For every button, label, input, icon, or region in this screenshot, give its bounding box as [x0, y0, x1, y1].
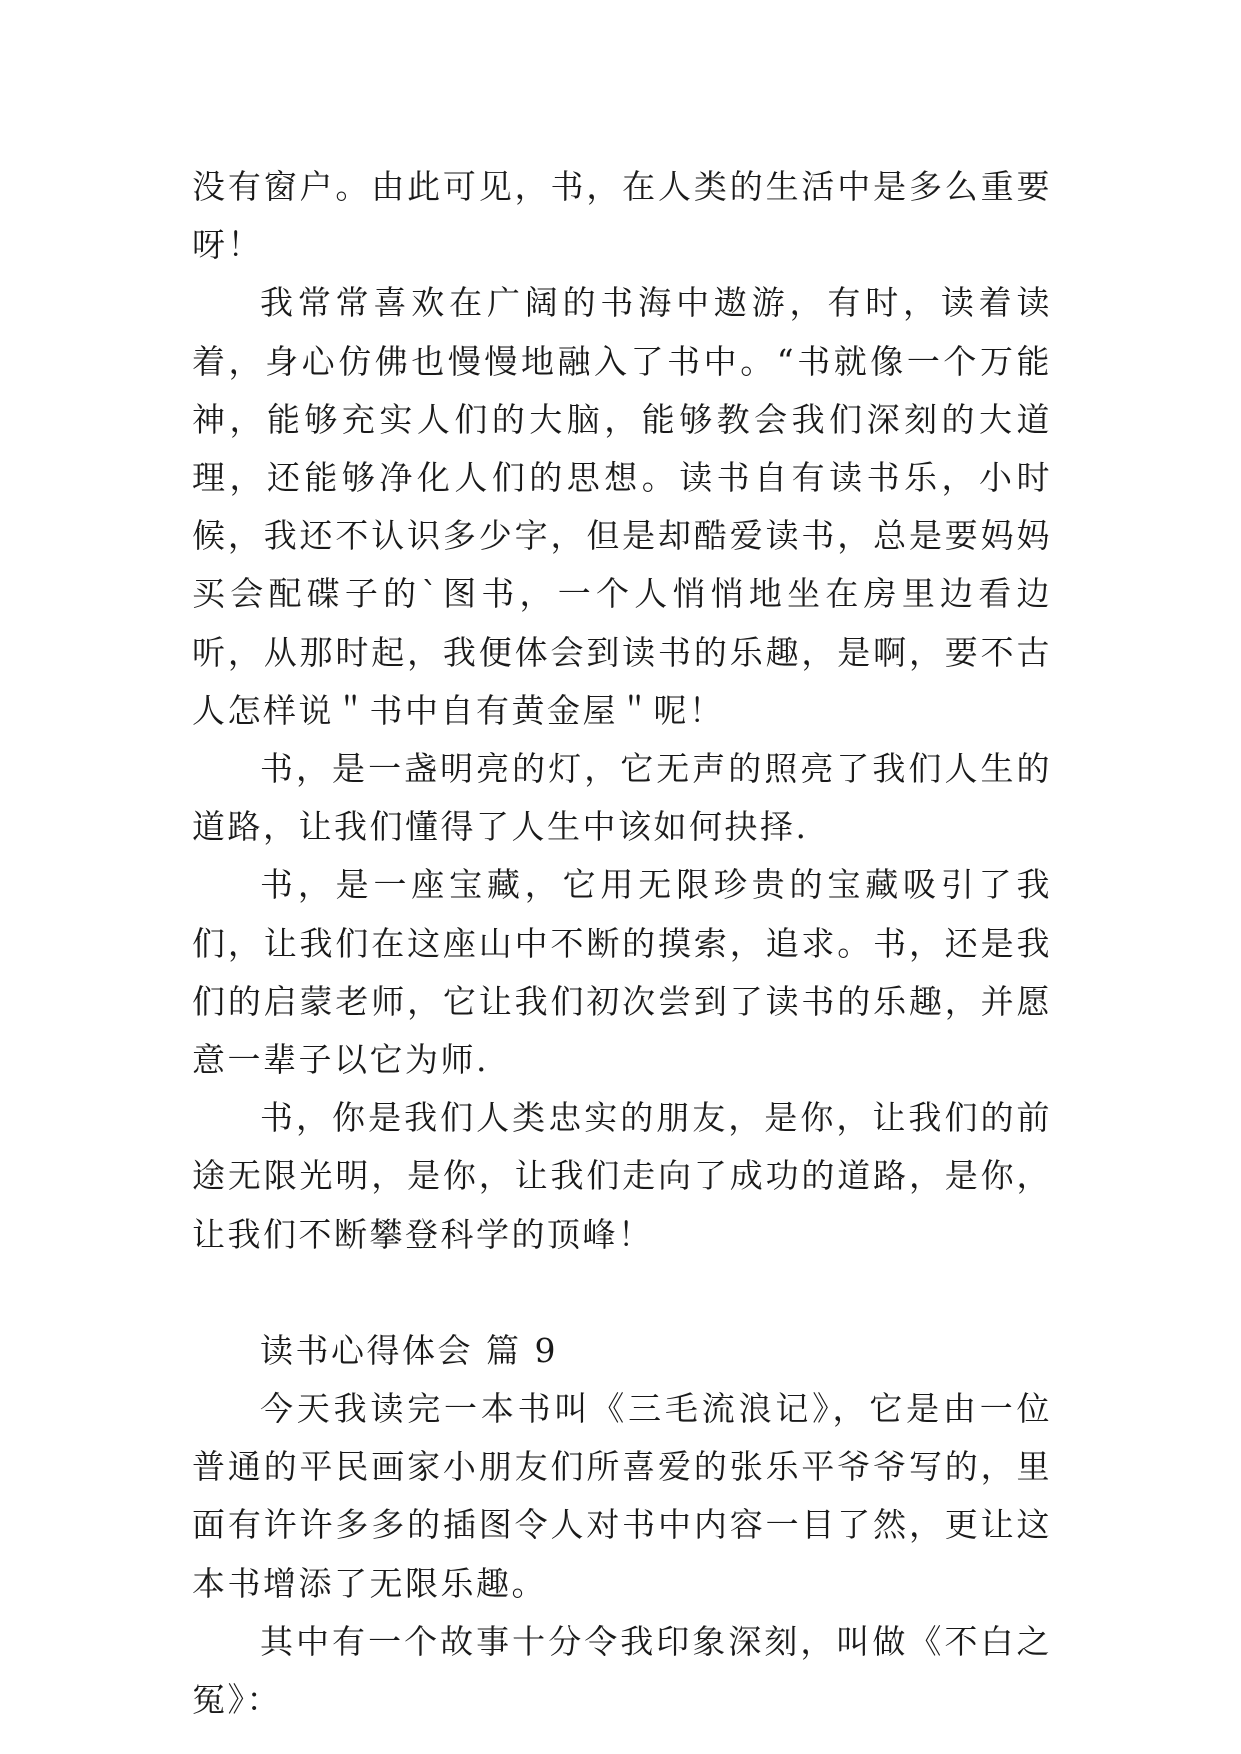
paragraph-5: 书，你是我们人类忠实的朋友，是你，让我们的前途无限光明，是你，让我们走向了成功的道路，是你，让我们不断攀登科学的顶峰！ [192, 1098, 1052, 1254]
document-body [192, 158, 1052, 1729]
paragraph-3: 书，是一盏明亮的灯，它无声的照亮了我们人生的道路，让我们懂得了人生中该如何抉择. [192, 749, 1052, 847]
paragraph-4: 书，是一座宝藏，它用无限珍贵的宝藏吸引了我们，让我们在这座山中不断的摸索，追求。书，还是我们的启蒙老师，它让我们初次尝到了读书的乐趣，并愿意一辈子以它为师. [192, 865, 1052, 1080]
paragraph-7: 其中有一个故事十分令我印象深刻，叫做《不白之冤》： [192, 1621, 1052, 1720]
section-spacer [192, 1264, 1052, 1322]
section-heading: 读书心得体会 篇 9 [260, 1330, 558, 1370]
paragraph-1: 没有窗户。由此可见，书，在人类的生活中是多么重要呀！ [192, 167, 1052, 265]
paragraph-2: 我常常喜欢在广阔的书海中遨游，有时，读着读着，身心仿佛也慢慢地融入了书中。“书就像一个万能神，能够充实人们的大脑，能够教会我们深刻的大道理，还能够净化人们的思想。读书自有读书乐，小时候，我还不认识多少字，但是却酷爱读书，总是要妈妈买会配碟子的`图书，一个人悄悄地坐在房里边看边听，从那时起，我便体会到读书的乐趣，是啊，要不古人怎样说＂书中自有黄金屋＂呢！ [192, 283, 1052, 730]
paragraph-6: 今天我读完一本书叫《三毛流浪记》，它是由一位普通的平民画家小朋友们所喜爱的张乐平爷爷写的，里面有许许多多的插图令人对书中内容一目了然，更让这本书增添了无限乐趣。 [192, 1389, 1052, 1603]
